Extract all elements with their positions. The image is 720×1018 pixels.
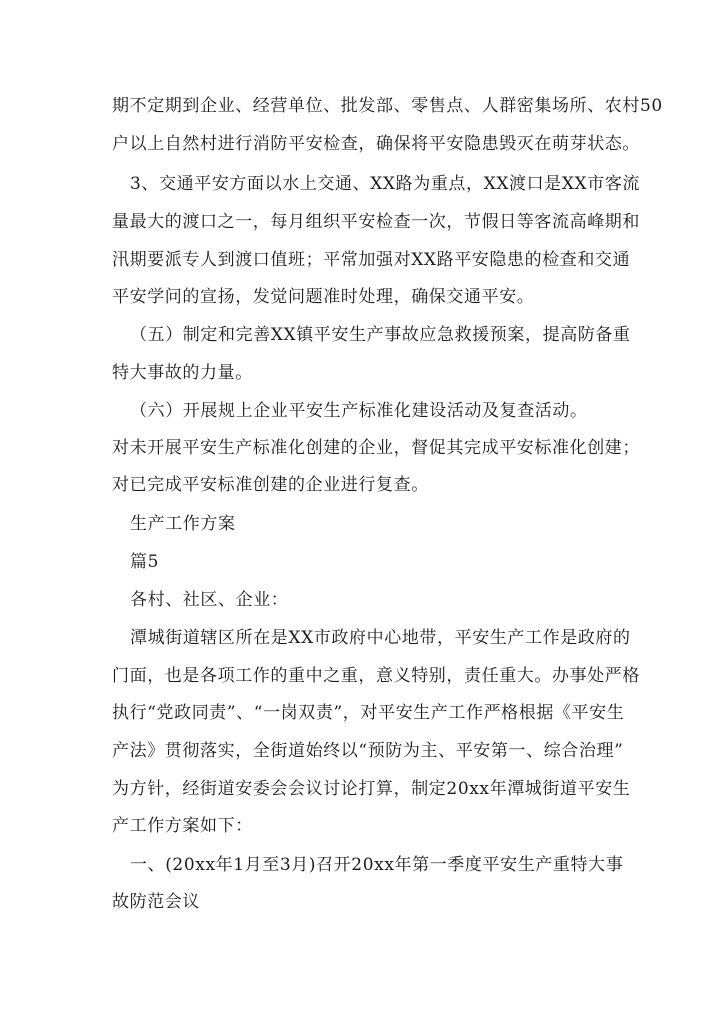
text-line: 一、(20xx年1月至3月)召开20xx年第一季度平安生产重特大事 <box>130 855 624 875</box>
text-line: 产工作方案如下： <box>112 816 253 836</box>
text-line: 对已完成平安标准创建的企业进行复查。 <box>112 475 429 495</box>
text-line: 户以上自然村进行消防平安检查，确保将平安隐患毁灭在萌芽状态。 <box>112 134 640 154</box>
section-heading: 生产工作方案 <box>130 514 236 534</box>
text-line: 期不定期到企业、经营单位、批发部、零售点、人群密集场所、农村50 <box>112 96 663 116</box>
text-line: 为方针，经街道安委会会议讨论打算，制定20xx年潭城街道平安生 <box>112 779 631 799</box>
section-number: 篇5 <box>130 552 160 572</box>
text-line: （五）制定和完善XX镇平安生产事故应急救援预案，提高防备重 <box>130 325 631 345</box>
text-line: 执行“党政同责”、“一岗双责”，对平安生产工作严格根据《平安生 <box>112 703 625 723</box>
text-line: 潭城街道辖区所在是XX市政府中心地带，平安生产工作是政府的 <box>130 628 631 648</box>
text-line: 特大事故的力量。 <box>112 363 253 383</box>
text-line: （六）开展规上企业平安生产标准化建设活动及复查活动。 <box>130 401 588 421</box>
text-line: 平安学问的宣扬，发觉问题准时处理，确保交通平安。 <box>112 287 535 307</box>
text-line: 故防范会议 <box>112 892 200 912</box>
text-line: 对未开展平安生产标准化创建的企业，督促其完成平安标准化创建； <box>112 438 640 458</box>
text-line: 门面，也是各项工作的重中之重，意义特别，责任重大。办事处严格 <box>112 666 640 686</box>
text-line: 量最大的渡口之一，每月组织平安检查一次，节假日等客流高峰期和 <box>112 212 640 232</box>
text-line: 汛期要派专人到渡口值班；平常加强对XX路平安隐患的检查和交通 <box>112 250 631 270</box>
text-line: 3、交通平安方面以水上交通、XX路为重点，XX渡口是XX市客流 <box>130 174 641 194</box>
text-line: 产法》贯彻落实，全街道始终以“预防为主、平安第一、综合治理” <box>112 741 624 761</box>
salutation: 各村、社区、企业： <box>130 590 289 610</box>
